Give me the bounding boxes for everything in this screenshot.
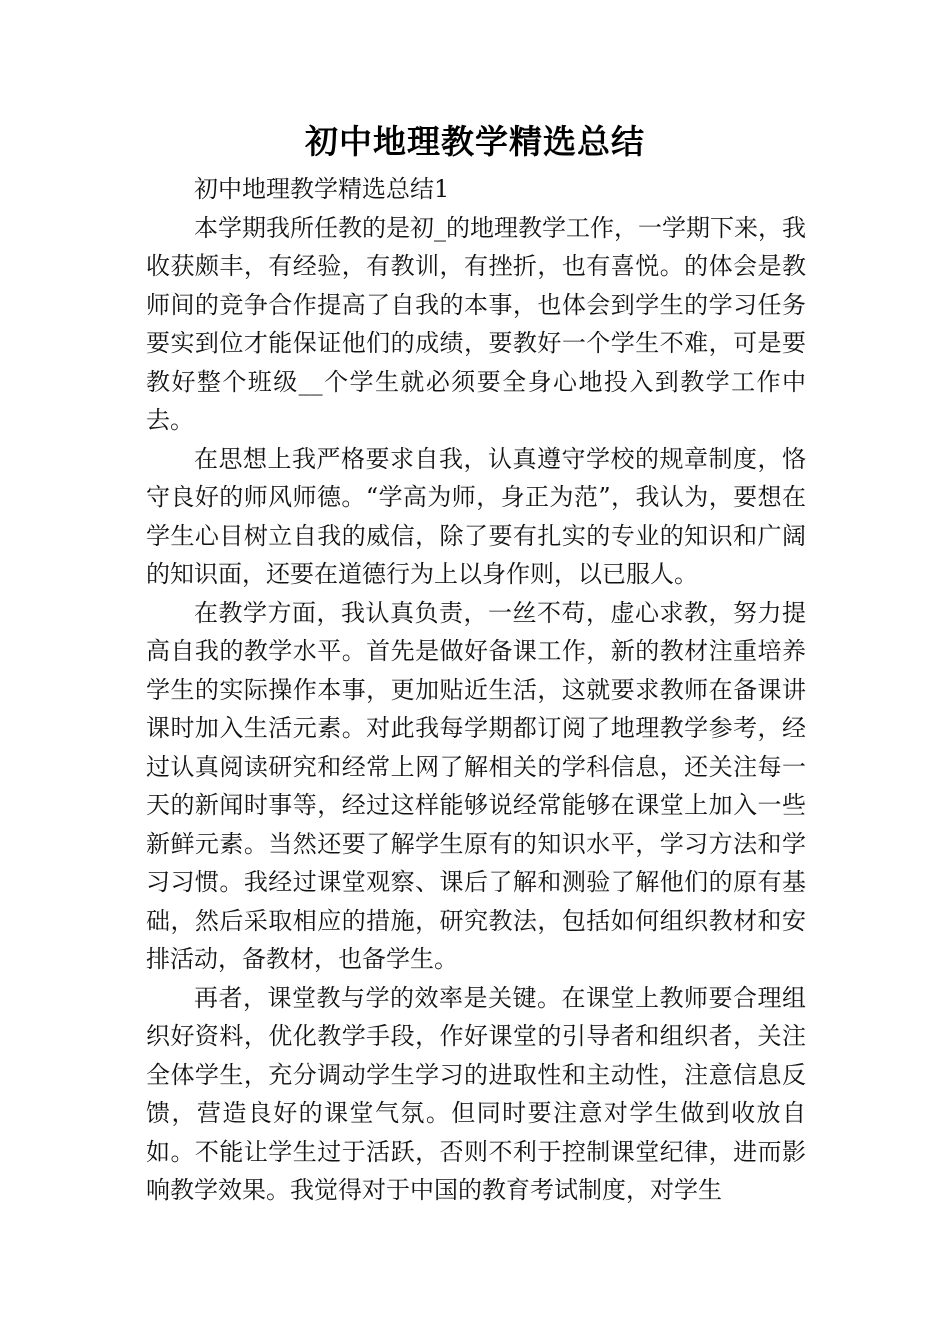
- paragraph: 本学期我所任教的是初_的地理教学工作，一学期下来，我收获颇丰，有经验，有教训，有挫折，也有喜悦。的体会是教师间的竞争合作提高了自我的本事，也体会到学生的学习任务要实到位才能保证他们的成绩，要教好一个学生不难，可是要教好整个班级__个学生就必须要全身心地投入到教学工作中去。: [146, 213, 806, 434]
- paragraph: 在教学方面，我认真负责，一丝不苟，虚心求教，努力提高自我的教学水平。首先是做好备课工作，新的教材注重培养学生的实际操作本事，更加贴近生活，这就要求教师在备课讲课时加入生活元素。对此我每学期都订阅了地理教学参考，经过认真阅读研究和经常上网了解相关的学科信息，还关注每一天的新闻时事等，经过这样能够说经常能够在课堂上加入一些新鲜元素。当然还要了解学生原有的知识水平，学习方法和学习习惯。我经过课堂观察、课后了解和测验了解他们的原有基础，然后采取相应的措施，研究教法，包括如何组织教材和安排活动，备教材，也备学生。: [146, 598, 806, 973]
- document-title: 初中地理教学精选总结: [305, 122, 645, 161]
- paragraph: 再者，课堂教与学的效率是关键。在课堂上教师要合理组织好资料，优化教学手段，作好课堂的引导者和组织者，关注全体学生，充分调动学生学习的进取性和主动性，注意信息反馈，营造良好的课堂气氛。但同时要注意对学生做到收放自如。不能让学生过于活跃，否则不利于控制课堂纪律，进而影响教学效果。我觉得对于中国的教育考试制度，对学生: [146, 983, 806, 1204]
- document-body: [146, 170, 806, 1210]
- section-heading: 初中地理教学精选总结1: [194, 175, 450, 203]
- paragraph: 在思想上我严格要求自我，认真遵守学校的规章制度，恪守良好的师风师德。“学高为师，身正为范”，我认为，要想在学生心目树立自我的威信，除了要有扎实的专业的知识和广阔的知识面，还要在道德行为上以身作则，以已服人。: [146, 444, 806, 588]
